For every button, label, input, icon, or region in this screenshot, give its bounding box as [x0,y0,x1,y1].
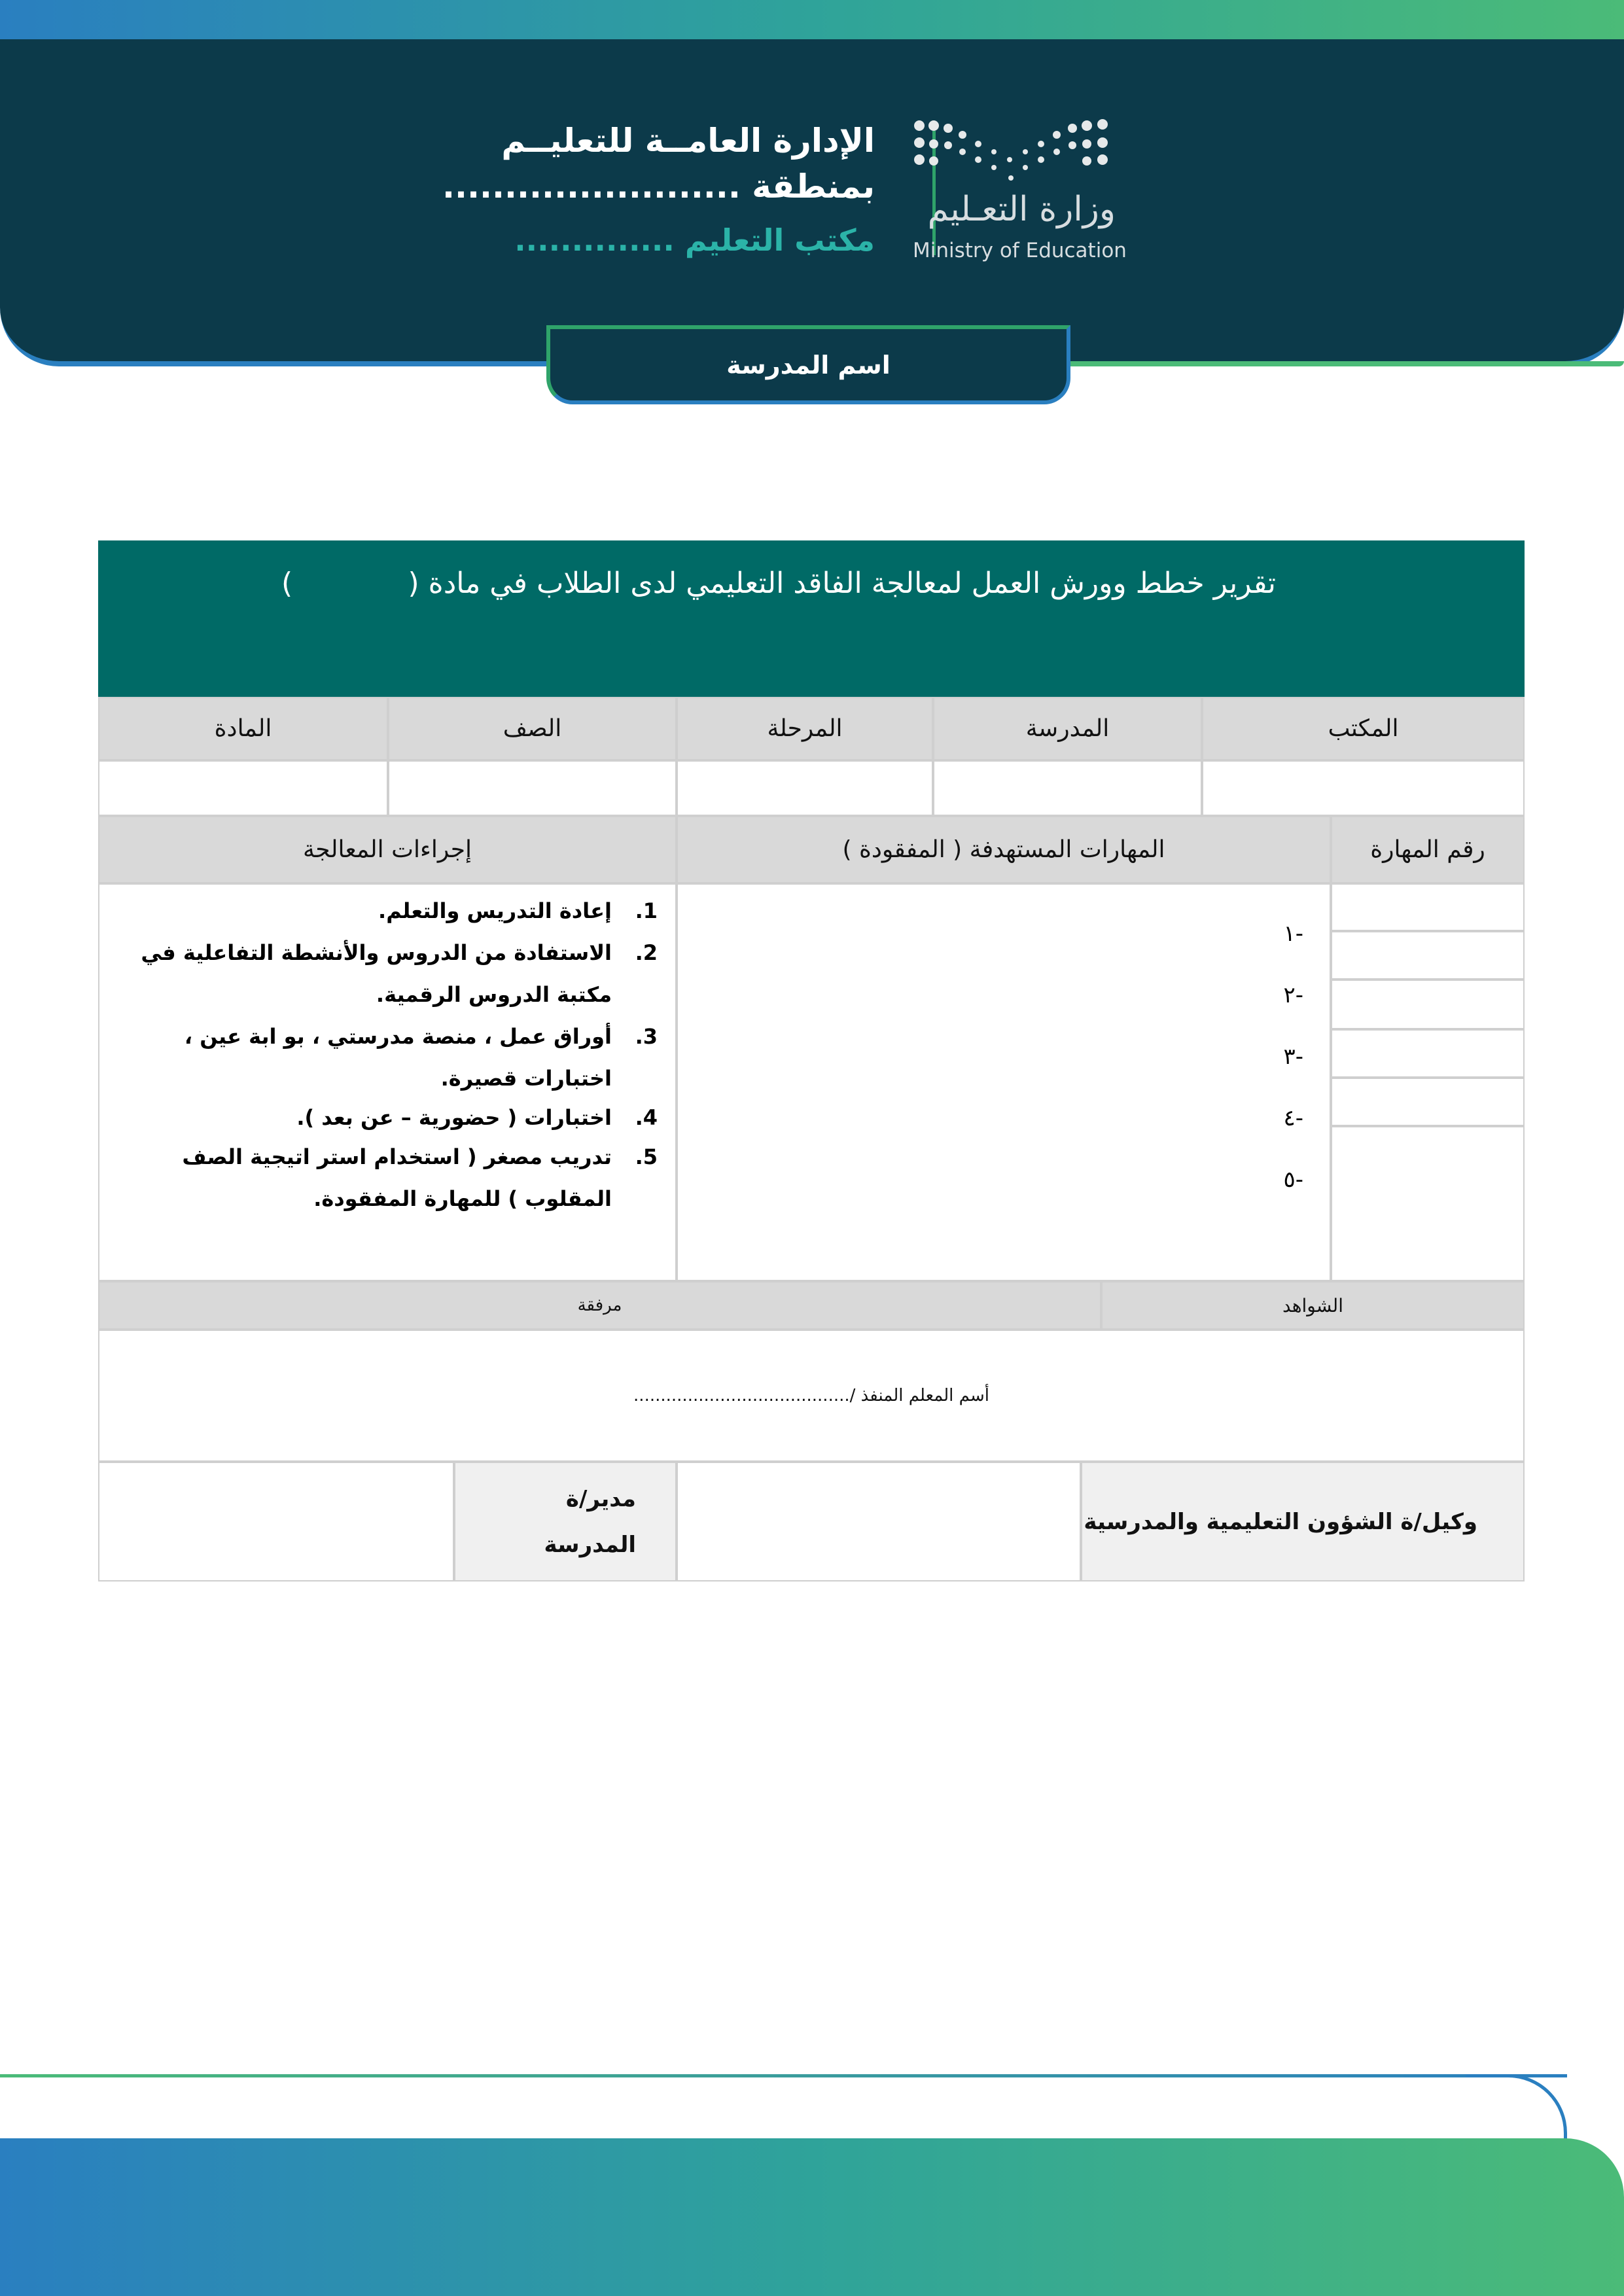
header-grade: الصف [388,697,677,760]
skill-number-cell[interactable] [1331,883,1525,931]
skill-item: -٥ [1283,1167,1303,1193]
teacher-name-field[interactable]: أسم المعلم المنفذ /........................................ [98,1330,1525,1462]
header-skill-number: رقم المهارة [1331,816,1525,883]
principal-signature-field[interactable] [98,1462,454,1581]
stage-field[interactable] [677,760,933,816]
deputy-label: وكيل/ة الشؤون التعليمية والمدرسية [1081,1462,1525,1581]
header-school: المدرسة [933,697,1202,760]
target-skills-cell [677,883,1331,1281]
skill-number-cell[interactable] [1331,1126,1525,1281]
report-title: تقرير خطط وورش العمل لمعالجة الفاقد التعليمي لدى الطلاب في مادة ( ) [98,540,1525,697]
ministry-logo-icon [913,118,1116,190]
skill-number-cell[interactable] [1331,980,1525,1029]
subject-field[interactable] [98,760,388,816]
skill-item: -١ [1283,921,1303,947]
header-subject: المادة [98,697,388,760]
deputy-signature-field[interactable] [677,1462,1081,1581]
skill-item: -٤ [1283,1105,1303,1131]
skill-item: -٢ [1283,982,1303,1008]
education-office: مكتب التعليم .............. [514,222,875,258]
school-field[interactable] [933,760,1202,816]
actions-list [108,890,658,1220]
header-target-skills: المهارات المستهدفة ( المفقودة ) [677,816,1331,883]
action-item: 4.اختبارات ( حضورية – عن بعد ). [296,1105,658,1130]
action-item: 5.تدريب مصغر ( استخدام استر اتيجية الصف المقلوب ) للمهارة المفقودة. [182,1144,658,1211]
footer-band [0,2138,1624,2296]
header-remedial-actions: إجراءات المعالجة [98,816,677,883]
action-item: 3.أوراق عمل ، منصة مدرستي ، بو ابة عين ، اختبارات قصيرة. [184,1024,658,1091]
office-field[interactable] [1202,760,1525,816]
logo-text-english: Ministry of Education [913,239,1127,262]
header-stage: المرحلة [677,697,933,760]
evidence-label: الشواهد [1101,1281,1525,1330]
directorate-title: الإدارة العامــة للتعليــم بمنطقة ........................ [442,122,875,205]
grade-field[interactable] [388,760,677,816]
logo-text-arabic: وزارة التعـليم [927,190,1116,229]
header-office: المكتب [1202,697,1525,760]
principal-label: مدير/ة المدرسة [454,1462,677,1581]
skill-item: -٣ [1283,1044,1303,1070]
skill-number-cell[interactable] [1331,1029,1525,1078]
skill-number-cell[interactable] [1331,1078,1525,1126]
evidence-value: مرفقة [98,1281,1101,1330]
skill-number-cell[interactable] [1331,931,1525,980]
action-item: 1.إعادة التدريس والتعلم. [378,898,658,923]
skills-list [1283,903,1303,1210]
action-item: 2.الاستفادة من الدروس والأنشطة التفاعلية في مكتبة الدروس الرقمية. [141,940,658,1007]
top-gradient-bar [0,0,1624,41]
school-name-tab: اسم المدرسة [546,325,1070,404]
